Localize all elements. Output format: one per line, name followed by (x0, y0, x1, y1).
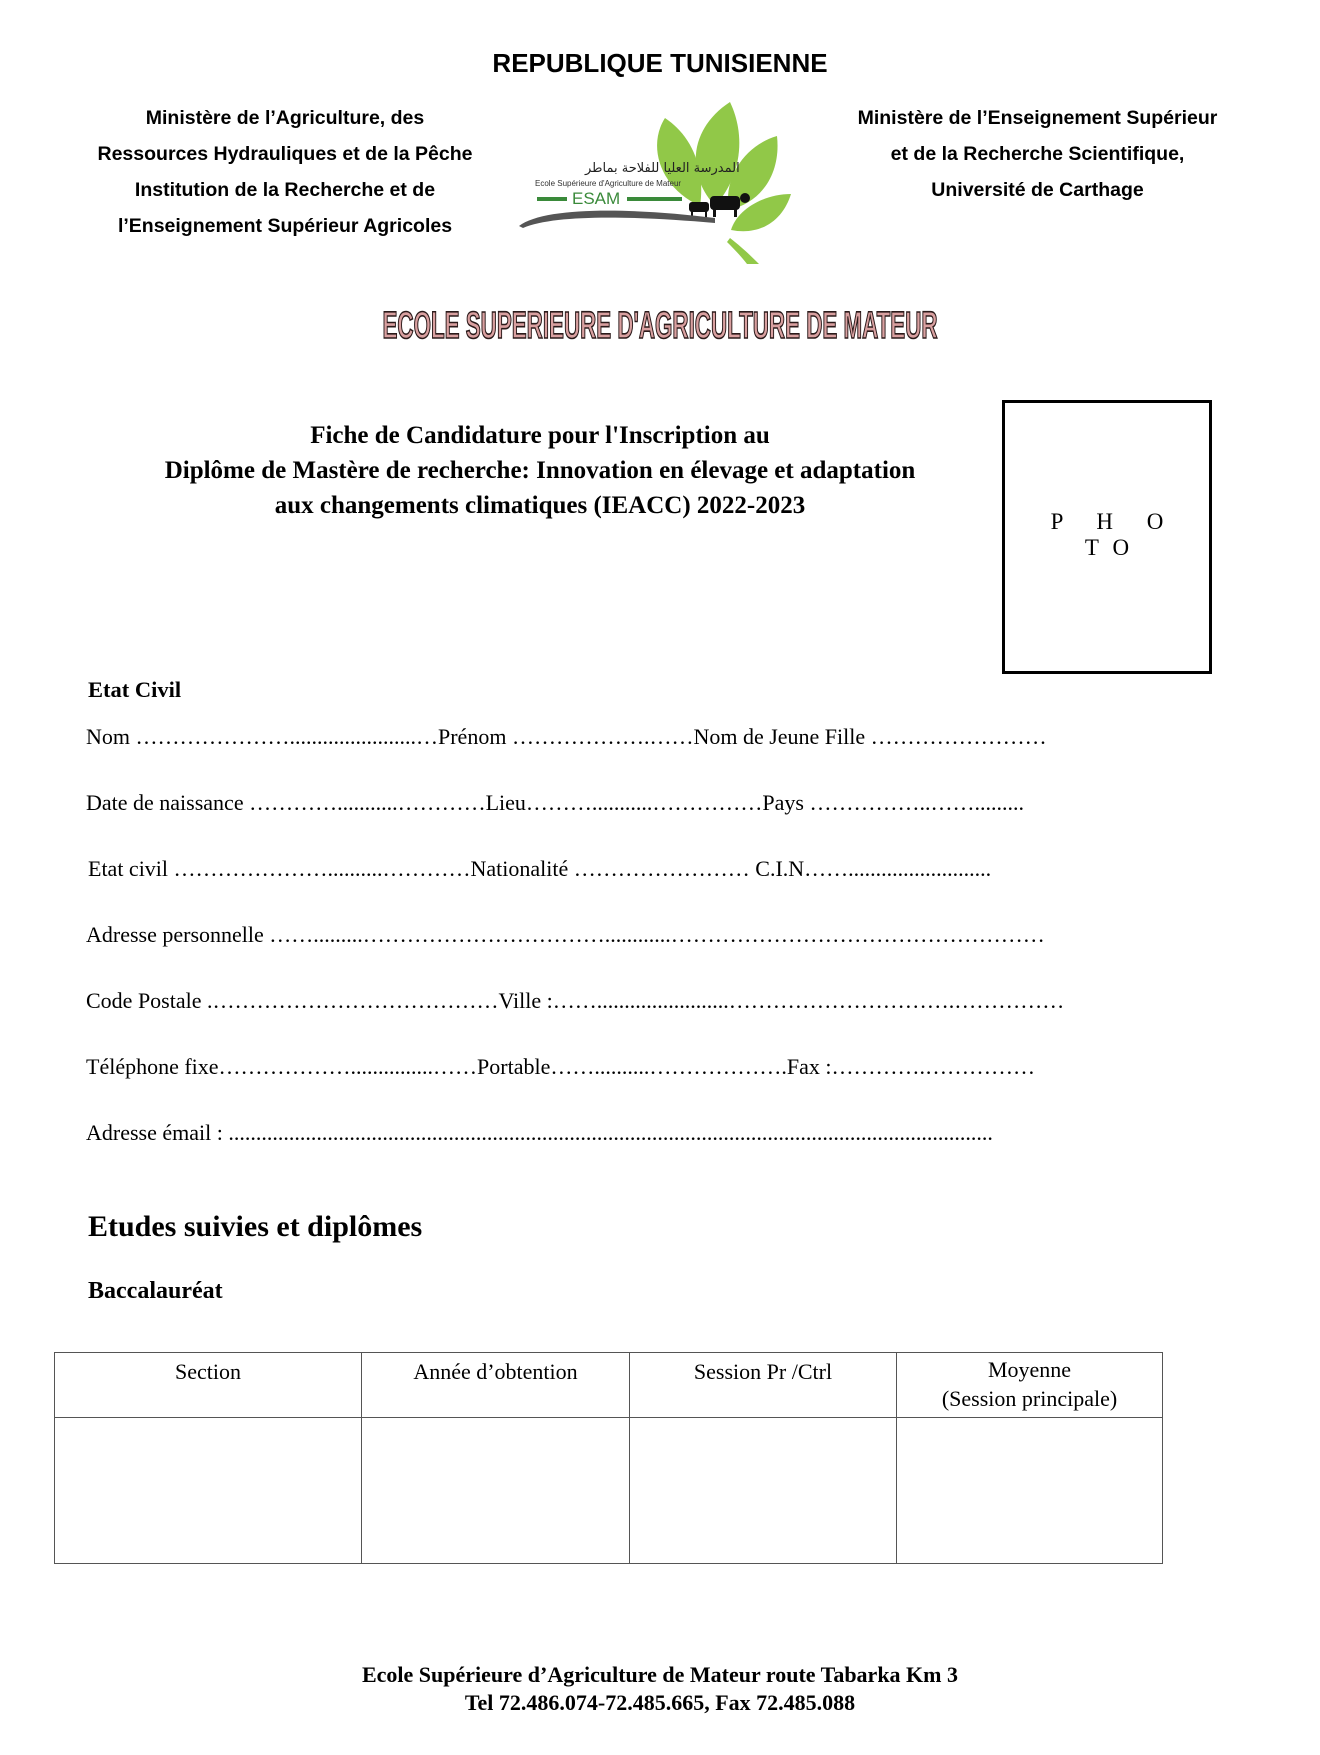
cell-session[interactable] (630, 1418, 897, 1564)
logo-arabic-text: المدرسة العليا للفلاحة بماطر (585, 161, 740, 176)
photo-label: P H O TO (1050, 509, 1178, 560)
col-session: Session Pr /Ctrl (630, 1353, 897, 1418)
col-annee: Année d’obtention (362, 1353, 630, 1418)
form-title-line-1: Fiche de Candidature pour l'Inscription au (310, 422, 770, 449)
school-name-banner (370, 280, 950, 360)
ministry-left-line: Ressources Hydrauliques et de la Pêche (97, 143, 473, 165)
field-naissance[interactable]: Date de naissance …………...........…………Lieu………...........……………Pays ……………..……......... (86, 790, 1024, 815)
cell-annee[interactable] (362, 1418, 630, 1564)
col-moyenne-label: Moyenne (987, 1357, 1072, 1382)
school-name-text: ECOLE SUPERIEURE D'AGRICULTURE DE MATEUR (382, 303, 938, 347)
baccalaureat-table (54, 1352, 1163, 1564)
ministry-left (60, 100, 510, 244)
cell-section[interactable] (55, 1418, 362, 1564)
ministry-right-line: et de la Recherche Scientifique, (890, 143, 1185, 165)
etudes-heading: Etudes suivies et diplômes (88, 1210, 423, 1243)
ministry-left-line: l’Enseignement Supérieur Agricoles (117, 215, 453, 237)
field-etat-civil[interactable]: Etat civil …………………..........…………Nationalité …………………… C.I.N…….......................... (88, 856, 992, 881)
field-nom-prenom[interactable]: Nom ………………….......................…Prénom ……………….……Nom de Jeune Fille …………………… (86, 724, 1047, 749)
country-title: REPUBLIQUE TUNISIENNE (492, 48, 828, 78)
col-moyenne (897, 1353, 1163, 1418)
col-section: Section (55, 1353, 362, 1418)
footer-contact: Tel 72.486.074-72.485.665, Fax 72.485.088 (464, 1690, 856, 1715)
ministry-right-line: Université de Carthage (931, 179, 1144, 201)
table-row (55, 1418, 1163, 1564)
footer-address: Ecole Supérieure d’Agriculture de Mateur route Tabarka Km 3 (361, 1662, 958, 1687)
table-header-row (55, 1353, 1163, 1418)
photo-box (1002, 400, 1212, 674)
col-moyenne-sub: (Session principale) (941, 1386, 1118, 1411)
field-code-postal-ville[interactable]: Code Postale .…………………………………Ville :……........................………………………….…………… (86, 988, 1065, 1013)
logo-latin-text: Ecole Supérieure d'Agriculture de Mateur (535, 179, 682, 188)
ministry-left-line: Ministère de l’Agriculture, des (145, 107, 425, 129)
esam-logo (515, 98, 815, 264)
logo-acronym: ESAM (572, 189, 621, 208)
cell-moyenne[interactable] (897, 1418, 1163, 1564)
ministry-right-line: Ministère de l’Enseignement Supérieur (857, 107, 1218, 129)
etat-civil-heading: Etat Civil (88, 677, 182, 702)
logo-bar-left (537, 197, 567, 201)
field-adresse[interactable]: Adresse personnelle …….........……………………………............…………………………………………… (86, 922, 1045, 947)
field-telephone[interactable]: Téléphone fixe………………...............……Portable……..........……………….Fax :………….…………… (86, 1054, 1035, 1079)
ministry-left-line: Institution de la Recherche et de (134, 179, 436, 201)
field-email[interactable]: Adresse émail : ........................................................................................................................................... (86, 1120, 993, 1145)
logo-swoosh (519, 211, 715, 228)
form-title-line-3: aux changements climatiques (IEACC) 2022-2023 (274, 492, 806, 519)
ministry-right (835, 100, 1240, 208)
form-title-line-2: Diplôme de Mastère de recherche: Innovation en élevage et adaptation (164, 457, 916, 484)
logo-bar-right (627, 197, 682, 201)
baccalaureat-heading: Baccalauréat (88, 1278, 223, 1304)
